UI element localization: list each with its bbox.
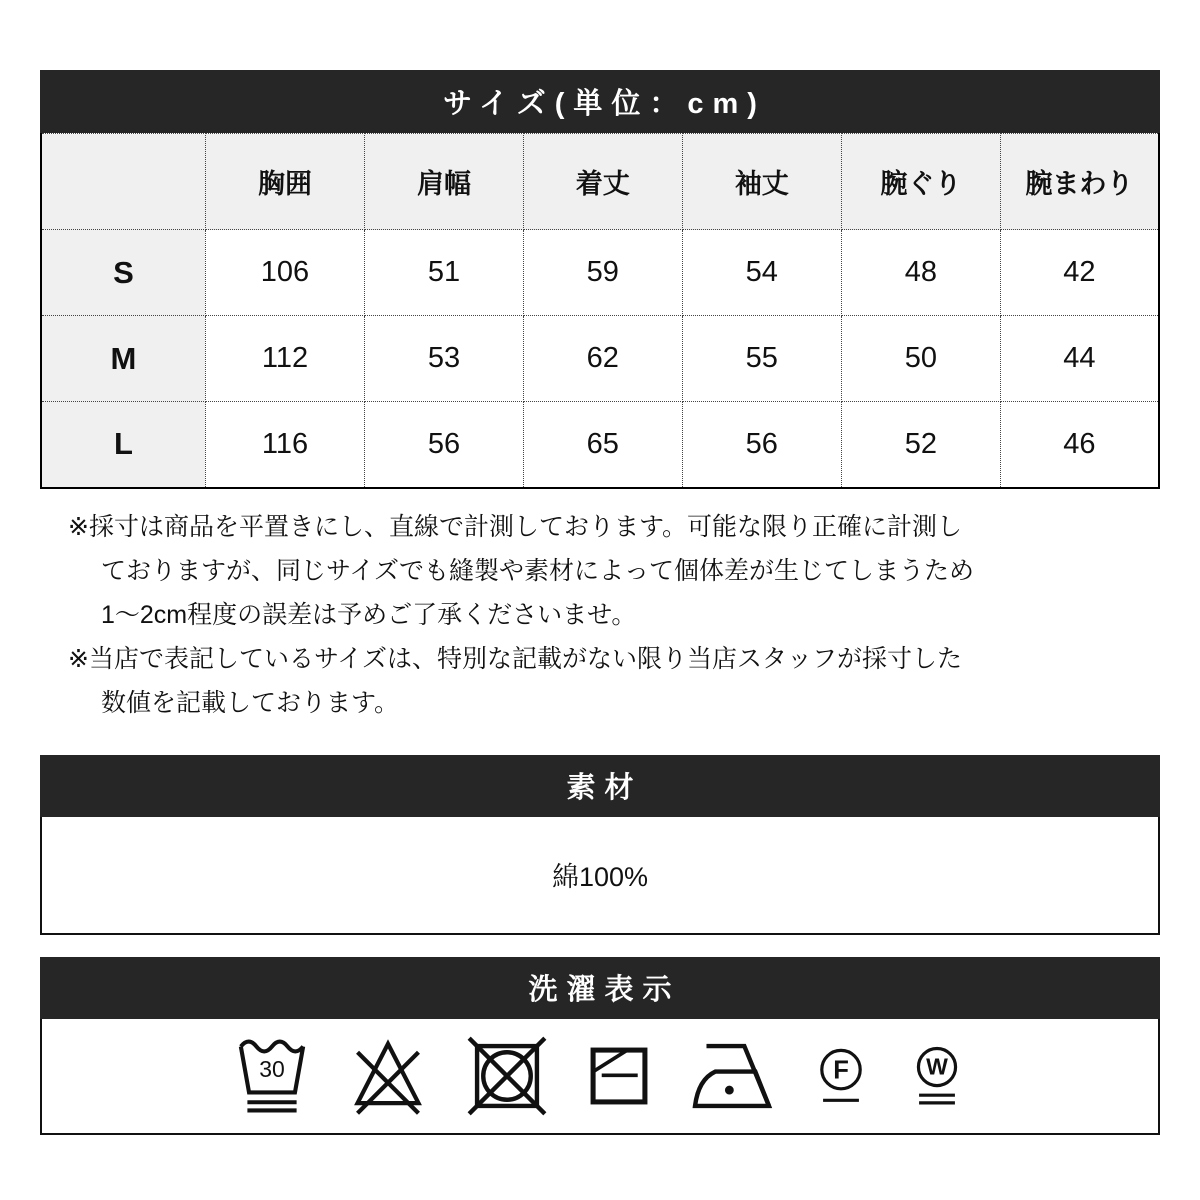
size-table-header-row bbox=[41, 134, 1159, 230]
material-section bbox=[40, 755, 1160, 935]
column-header-arm-circumference: 腕まわり bbox=[1000, 134, 1159, 230]
size-cell: 56 bbox=[365, 402, 524, 488]
note-line: 1～2cm程度の誤差は予めご了承くださいませ。 bbox=[101, 600, 637, 629]
table-row-size-m bbox=[41, 316, 1159, 402]
size-cell: 116 bbox=[205, 402, 364, 488]
svg-text:F: F bbox=[833, 1056, 849, 1085]
size-section bbox=[40, 70, 1160, 489]
column-header-chest: 胸囲 bbox=[205, 134, 364, 230]
size-cell: 54 bbox=[682, 230, 841, 316]
measurement-notes bbox=[68, 505, 1160, 725]
size-cell: 106 bbox=[205, 230, 364, 316]
note-line: ※当店で表記しているサイズは、特別な記載がない限り当店スタッフが採寸した bbox=[68, 644, 962, 673]
size-cell: 46 bbox=[1000, 402, 1159, 488]
laundry-section-title: 洗濯表示 bbox=[40, 957, 1160, 1019]
size-row-label: L bbox=[41, 402, 205, 488]
laundry-section bbox=[40, 957, 1160, 1135]
size-cell: 53 bbox=[365, 316, 524, 402]
note-line: 数値を記載しております。 bbox=[101, 688, 400, 717]
size-cell: 51 bbox=[365, 230, 524, 316]
table-row-size-s bbox=[41, 230, 1159, 316]
size-cell: 56 bbox=[682, 402, 841, 488]
size-cell: 55 bbox=[682, 316, 841, 402]
size-cell: 44 bbox=[1000, 316, 1159, 402]
column-header-shoulder: 肩幅 bbox=[365, 134, 524, 230]
column-header-armhole: 腕ぐり bbox=[841, 134, 1000, 230]
size-row-label: M bbox=[41, 316, 205, 402]
material-value: 綿100% bbox=[551, 862, 649, 892]
dry-clean-petroleum-gentle-icon bbox=[809, 1032, 873, 1120]
size-row-label: S bbox=[41, 230, 205, 316]
size-cell: 52 bbox=[841, 402, 1000, 488]
material-value-area bbox=[40, 817, 1160, 935]
size-cell: 48 bbox=[841, 230, 1000, 316]
wet-clean-very-gentle-icon bbox=[905, 1032, 969, 1120]
size-table bbox=[40, 133, 1160, 489]
material-section-title: 素材 bbox=[40, 755, 1160, 817]
do-not-bleach-icon bbox=[345, 1032, 431, 1120]
column-header-length: 着丈 bbox=[523, 134, 682, 230]
size-cell: 50 bbox=[841, 316, 1000, 402]
note-line: ※採寸は商品を平置きにし、直線で計測しております。可能な限り正確に計測し bbox=[68, 512, 962, 541]
laundry-icons-row bbox=[40, 1019, 1160, 1135]
machine-wash-30-very-gentle-icon bbox=[231, 1032, 313, 1120]
svg-text:W: W bbox=[926, 1053, 948, 1080]
column-header-sleeve: 袖丈 bbox=[682, 134, 841, 230]
size-cell: 65 bbox=[523, 402, 682, 488]
size-cell: 59 bbox=[523, 230, 682, 316]
size-section-title: サイズ(単位：cm) bbox=[40, 70, 1160, 133]
size-cell: 42 bbox=[1000, 230, 1159, 316]
size-cell: 112 bbox=[205, 316, 364, 402]
do-not-tumble-dry-icon bbox=[463, 1032, 551, 1120]
iron-low-temp-icon bbox=[687, 1032, 777, 1120]
dry-flat-in-shade-icon bbox=[583, 1032, 655, 1120]
table-row-size-l bbox=[41, 402, 1159, 488]
size-cell: 62 bbox=[523, 316, 682, 402]
note-line: ておりますが、同じサイズでも縫製や素材によって個体差が生じてしまうため bbox=[101, 556, 975, 585]
corner-cell bbox=[41, 134, 205, 230]
svg-text:30: 30 bbox=[259, 1055, 285, 1082]
